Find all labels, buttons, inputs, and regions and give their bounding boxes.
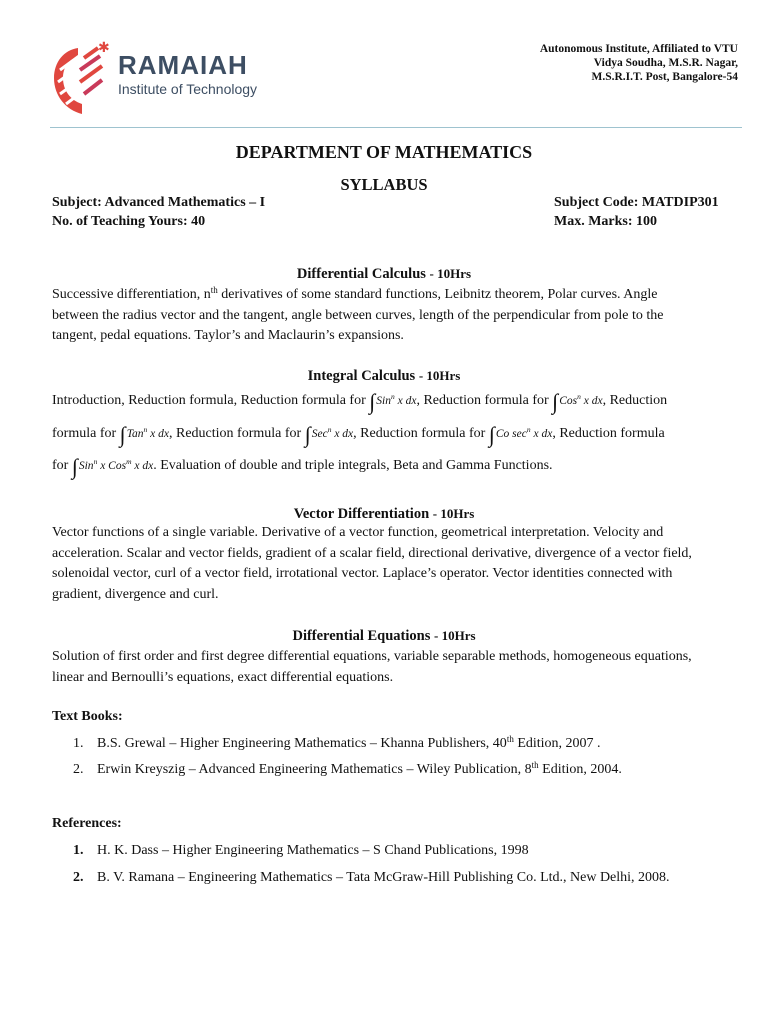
integral-calculus-line-3: for ∫Sin$^n$ x Cos$^m$ x dx. Evaluation of double and triple integrals, Beta and Gamma Functions. — [52, 454, 553, 479]
section-hours: - 10Hrs — [418, 368, 461, 383]
teaching-hours: No. of Teaching Yours: 40 — [52, 214, 206, 229]
section-name: Differential Equations — [292, 628, 431, 644]
vector-differentiation-body: Vector functions of a single variable. Derivative of a vector function, geometrical interpretation. Velocity and acceleration. Scalar and vector fields, gradient of a scalar field, directional derivative, divergence of a vector field, solenoidal vector, curl of a vector field, irrotational vector. Laplace’s operator. Vector identities connected with gradient, divergence and curl. — [52, 525, 692, 602]
section-hours: - 10Hrs — [432, 506, 475, 521]
integral-calculus-line-2: formula for ∫Tan$^n$ x dx, Reduction formula for ∫Sec$^n$ x dx, Reduction formula for ∫Co $\sec^n x$ dx, Reduction formula — [52, 422, 665, 447]
differential-equations-body: Solution of first order and first degree differential equations, variable separable methods, homogeneous equations, linear and Bernoulli’s equations, exact differential equations. — [52, 649, 692, 685]
section-hours: - 10Hrs — [434, 628, 476, 643]
institute-address — [540, 42, 738, 84]
address-line: Autonomous Institute, Affiliated to VTU — [539, 43, 738, 55]
section-title-differential-calculus — [0, 266, 768, 283]
text-book-item: 2. Erwin Kreyszig – Advanced Engineering Mathematics – Wiley Publication, 8th Edition, 2004. — [73, 760, 622, 777]
address-line: Vidya Soudha, M.S.R. Nagar, — [593, 57, 738, 69]
references-label: References: — [52, 816, 122, 831]
text-books-label: Text Books: — [52, 709, 123, 724]
svg-text:✱: ✱ — [98, 40, 110, 56]
department-title: DEPARTMENT OF MATHEMATICS — [235, 142, 533, 162]
section-title-vector-differentiation — [0, 506, 768, 523]
logo-emblem-icon — [50, 40, 112, 120]
max-marks: Max. Marks: 100 — [554, 214, 658, 229]
subject-code: Subject Code: MATDIP301 — [554, 195, 719, 210]
section-title-differential-equations — [0, 628, 768, 645]
differential-calculus-body: Successive differentiation, $n^{th}$ derivatives of some standard functions, Leibnitz theorem, Polar curves. Angle between the radius vector and the tangent, angle between curves, length of the perpendicular from pole to the tangent, pedal equations. Taylor’s and Maclaurin’s expansions. — [52, 285, 664, 343]
address-line: M.S.R.I.T. Post, Bangalore-54 — [591, 71, 738, 83]
subject-name: Subject: Advanced Mathematics – I — [52, 195, 266, 210]
section-title-integral-calculus — [0, 368, 768, 385]
section-name: Vector Differentiation — [293, 506, 430, 522]
logo-subtitle: Institute of Technology — [118, 81, 258, 97]
reference-item: 1. H. K. Dass – Higher Engineering Mathematics – S Chand Publications, 1998 — [73, 843, 529, 858]
integral-calculus-line-1: Introduction, Reduction formula, Reduction formula for ∫Sin$^n$ x dx, Reduction formula for ∫Cos$^n$ x dx, Reduction — [52, 389, 668, 414]
header-divider — [50, 127, 742, 128]
section-name: Integral Calculus — [307, 368, 416, 384]
reference-item: 2. B. V. Ramana – Engineering Mathematics – Tata McGraw-Hill Publishing Co. Ltd., New Delhi, 2008. — [73, 870, 670, 885]
section-hours: - 10Hrs — [429, 266, 472, 281]
section-name: Differential Calculus — [296, 266, 426, 282]
logo-name: RAMAIAH — [118, 50, 248, 80]
ramaiah-logo — [50, 40, 310, 120]
document-title: SYLLABUS — [340, 175, 428, 194]
text-book-item: 1. B.S. Grewal – Higher Engineering Mathematics – Khanna Publishers, 40th Edition, 2007 . — [73, 734, 601, 751]
